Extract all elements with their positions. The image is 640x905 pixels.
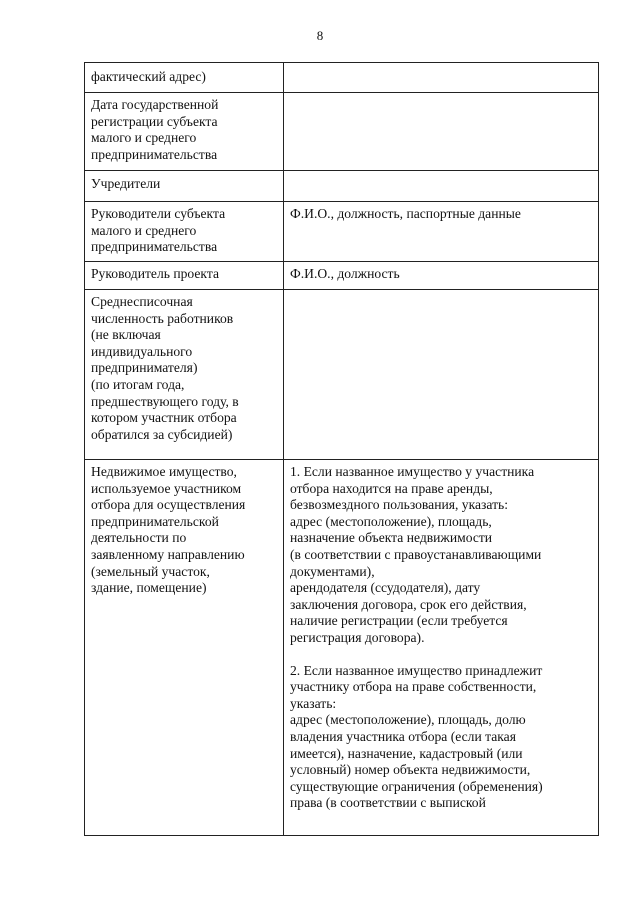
application-form-table	[84, 62, 599, 836]
real-estate-lease-paragraph: 1. Если названное имущество у участника отбора находится на праве аренды, безвозмездного пользования, указать: адрес (местоположение), площадь, назначение объекта недвижимости (в соответствии с правоустанавливающими документами), арендодателя (ссудодателя), дату заключения договора, срок его действия, наличие регистрации (если требуется регистрация договора).	[290, 464, 542, 645]
row-label-founders: Учредители	[85, 171, 284, 202]
table-row	[85, 460, 599, 836]
page-number: 8	[316, 28, 324, 43]
row-label-managers: Руководители субъекта малого и среднего предпринимательства	[85, 202, 284, 262]
table-row	[85, 171, 599, 202]
row-label-registration-date: Дата государственной регистрации субъекта малого и среднего предпринимательства	[85, 93, 284, 171]
row-value-real-estate	[284, 460, 599, 836]
row-value-managers: Ф.И.О., должность, паспортные данные	[284, 202, 599, 262]
table-row	[85, 290, 599, 460]
table-row	[85, 202, 599, 262]
row-label-real-estate: Недвижимое имущество, используемое участником отбора для осуществления предпринимательской деятельности по заявленному направлению (земельный участок, здание, помещение)	[85, 460, 284, 836]
row-value-registration-date	[284, 93, 599, 171]
table-row	[85, 262, 599, 290]
row-value-founders	[284, 171, 599, 202]
real-estate-ownership-paragraph: 2. Если названное имущество принадлежит участнику отбора на праве собственности, указать: адрес (местоположение), площадь, долю владения участника отбора (если такая имеется), назначение, кадастровый (или условный) номер объекта недвижимости, существующие ограничения (обременения) права (в соответствии с выпиской	[290, 662, 543, 811]
row-value-project-manager: Ф.И.О., должность	[284, 262, 599, 290]
table-row	[85, 93, 599, 171]
row-label-average-headcount: Среднесписочная численность работников (не включая индивидуального предпринимателя) (по итогам года, предшествующего году, в котором участник отбора обратился за субсидией)	[85, 290, 284, 460]
row-label-actual-address: фактический адрес)	[85, 63, 284, 93]
row-label-project-manager: Руководитель проекта	[85, 262, 284, 290]
row-value-average-headcount	[284, 290, 599, 460]
row-value-actual-address	[284, 63, 599, 93]
table-row	[85, 63, 599, 93]
